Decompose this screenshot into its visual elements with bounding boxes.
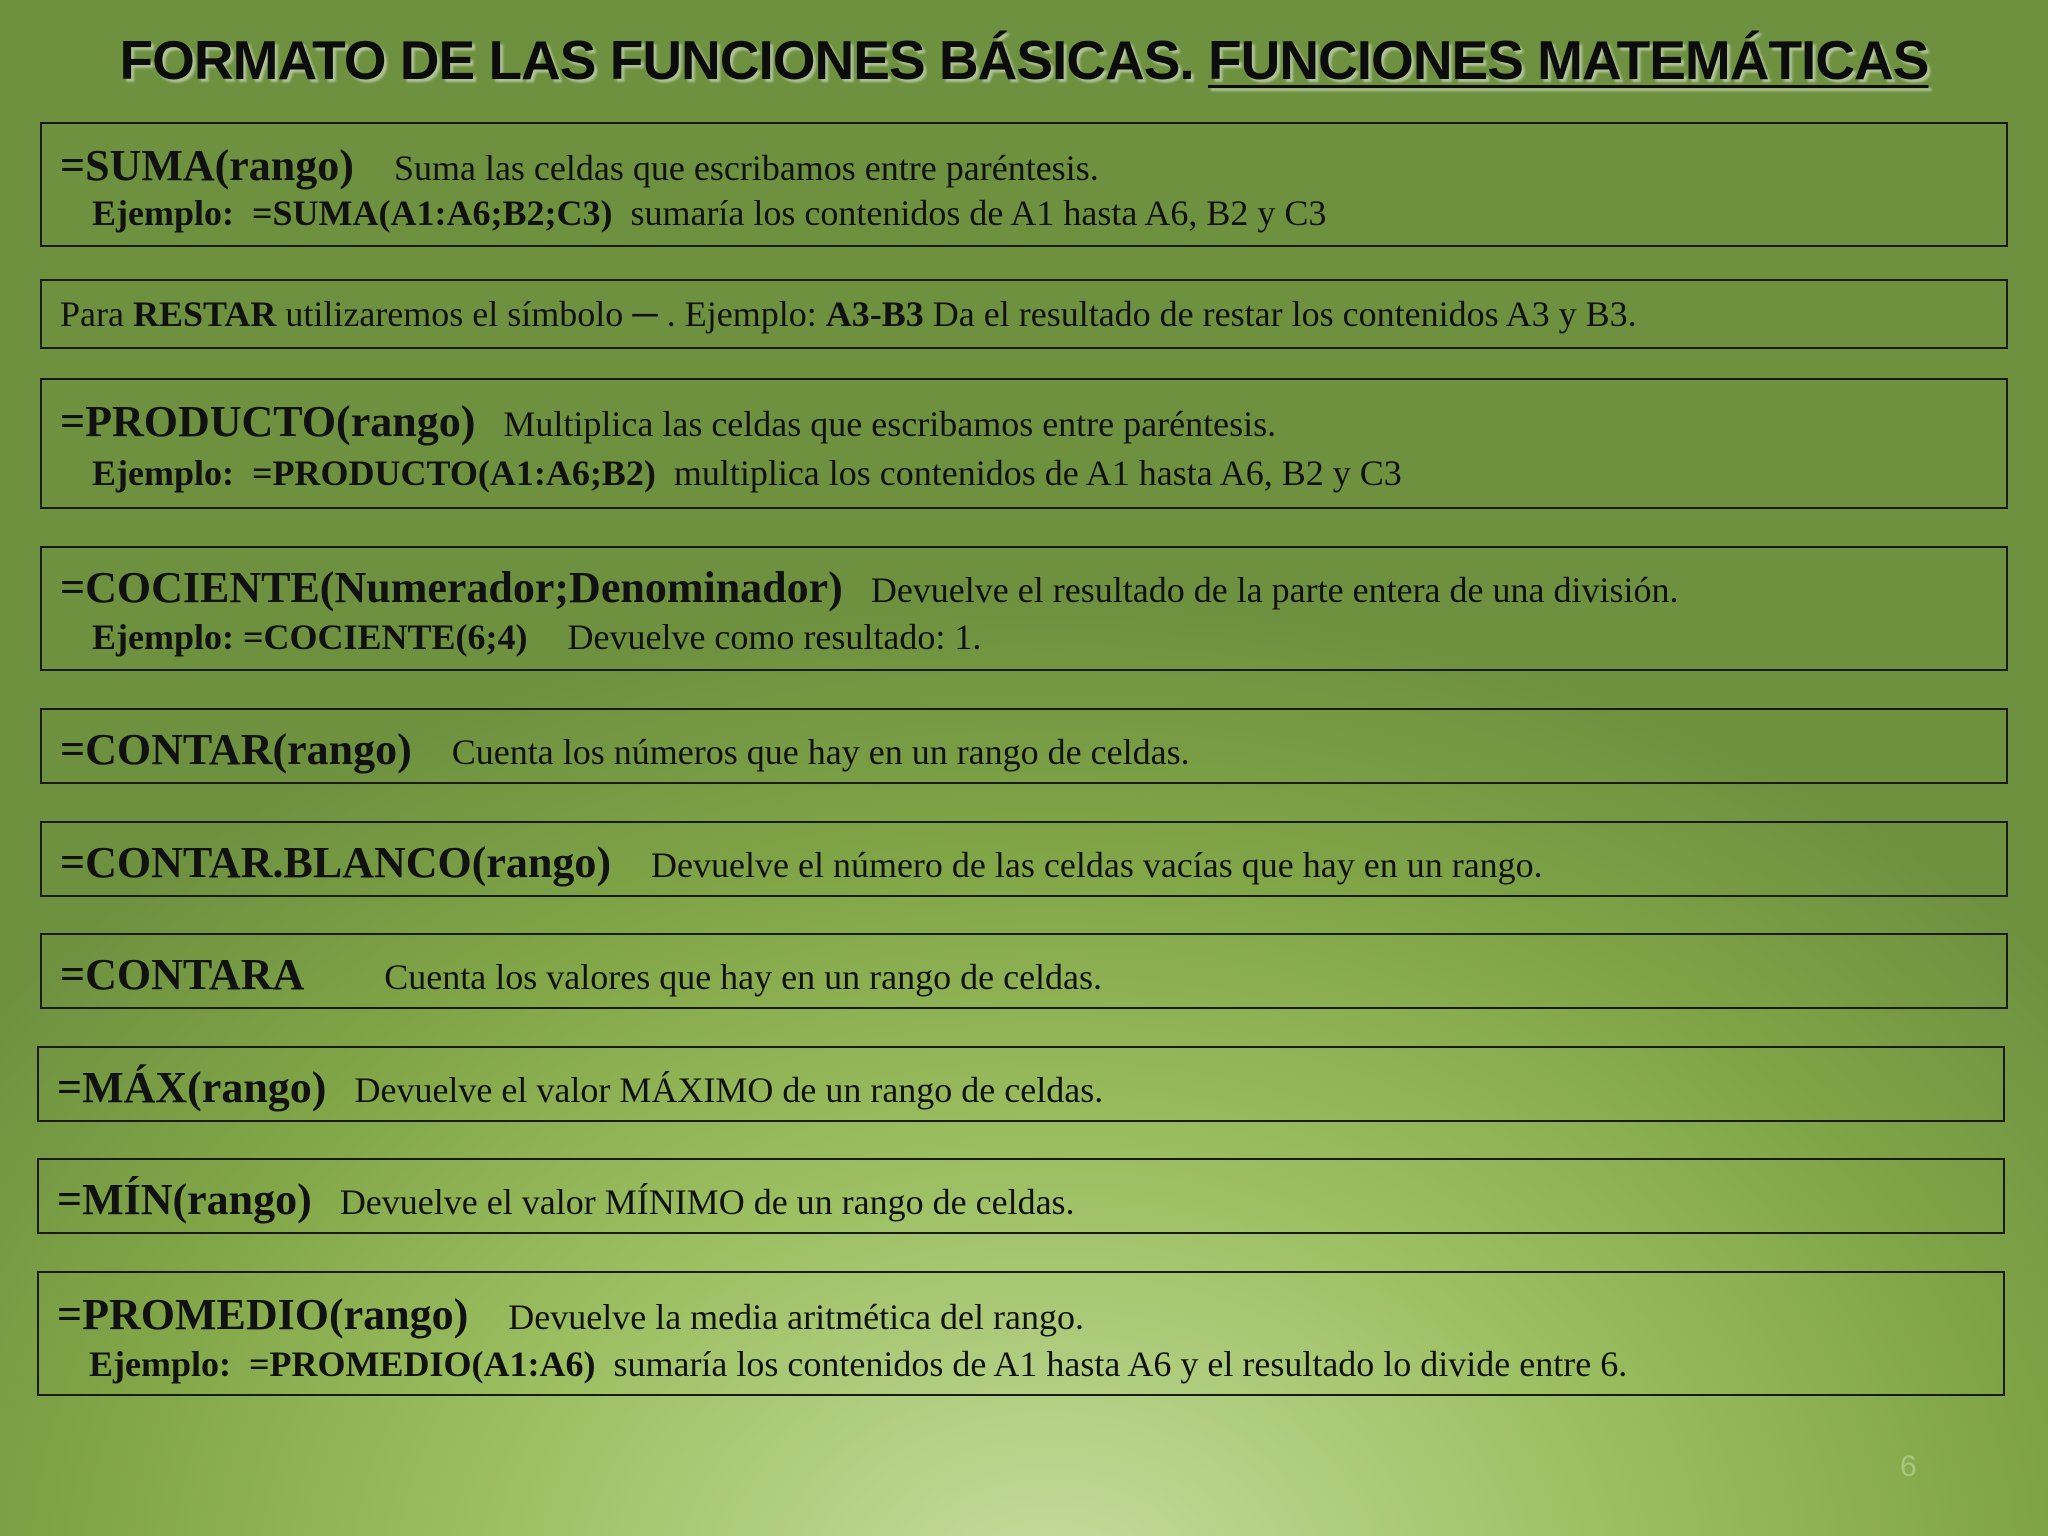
slide-title: [0, 28, 2048, 92]
function-box-cociente: [40, 546, 2008, 671]
function-syntax: =COCIENTE(Numerador;Denominador): [60, 563, 843, 612]
function-box-contar: [40, 708, 2008, 784]
example-formula: =SUMA(A1:A6;B2;C3): [251, 193, 613, 233]
function-syntax: =CONTARA: [60, 950, 305, 999]
function-syntax: =CONTAR.BLANCO(rango): [60, 838, 612, 887]
example-text: multiplica los contenidos de A1 hasta A6, B2 y C3: [673, 453, 1402, 493]
example-text: Devuelve como resultado: 1.: [567, 617, 982, 657]
function-box-restar: [40, 279, 2008, 349]
title-part2: FUNCIONES MATEMÁTICAS: [1208, 29, 1929, 91]
function-syntax: =MÍN(rango): [57, 1175, 312, 1224]
restar-post: Da el resultado de restar los contenidos A3 y B3.: [932, 294, 1637, 334]
restar-pre: Para: [60, 294, 124, 334]
page-number: 6: [1900, 1450, 1917, 1483]
example-label: Ejemplo:: [92, 453, 234, 493]
function-box-max: [37, 1046, 2005, 1122]
example-formula: Ejemplo: =COCIENTE(6;4): [92, 617, 528, 657]
function-description: Devuelve el resultado de la parte entera de una división.: [870, 570, 1679, 610]
function-description: Suma las celdas que escribamos entre paréntesis.: [393, 148, 1099, 188]
example-formula: =PRODUCTO(A1:A6;B2): [251, 453, 656, 493]
function-box-contar-blanco: [40, 821, 2008, 897]
example-text: sumaría los contenidos de A1 hasta A6 y el resultado lo divide entre 6.: [613, 1344, 1628, 1384]
example-label: Ejemplo:: [92, 193, 234, 233]
function-box-suma: [40, 122, 2008, 247]
function-description: Devuelve el valor MÍNIMO de un rango de celdas.: [339, 1182, 1075, 1222]
title-part1: FORMATO DE LAS FUNCIONES BÁSICAS.: [119, 29, 1194, 91]
function-description: Devuelve el valor MÁXIMO de un rango de celdas.: [354, 1070, 1104, 1110]
function-description: Devuelve el número de las celdas vacías que hay en un rango.: [651, 845, 1543, 885]
function-box-promedio: [37, 1271, 2005, 1396]
restar-word: RESTAR: [132, 294, 277, 334]
restar-mid: utilizaremos el símbolo ─ . Ejemplo:: [285, 294, 817, 334]
function-box-min: [37, 1158, 2005, 1234]
function-syntax: =CONTAR(rango): [60, 725, 412, 774]
restar-formula: A3-B3: [825, 294, 924, 334]
function-syntax: =PRODUCTO(rango): [60, 397, 476, 446]
function-description: Multiplica las celdas que escribamos entre paréntesis.: [503, 404, 1277, 444]
example-label: Ejemplo:: [89, 1344, 231, 1384]
function-box-contara: [40, 933, 2008, 1009]
example-formula: =PROMEDIO(A1:A6): [248, 1344, 596, 1384]
function-syntax: =SUMA(rango): [60, 141, 354, 190]
function-syntax: =PROMEDIO(rango): [57, 1290, 469, 1339]
function-description: Cuenta los números que hay en un rango de celdas.: [451, 732, 1190, 772]
function-description: Cuenta los valores que hay en un rango de celdas.: [384, 957, 1103, 997]
function-syntax: =MÁX(rango): [57, 1063, 327, 1112]
example-text: sumaría los contenidos de A1 hasta A6, B2 y C3: [630, 193, 1327, 233]
function-box-producto: [40, 378, 2008, 509]
function-description: Devuelve la media aritmética del rango.: [508, 1297, 1085, 1337]
